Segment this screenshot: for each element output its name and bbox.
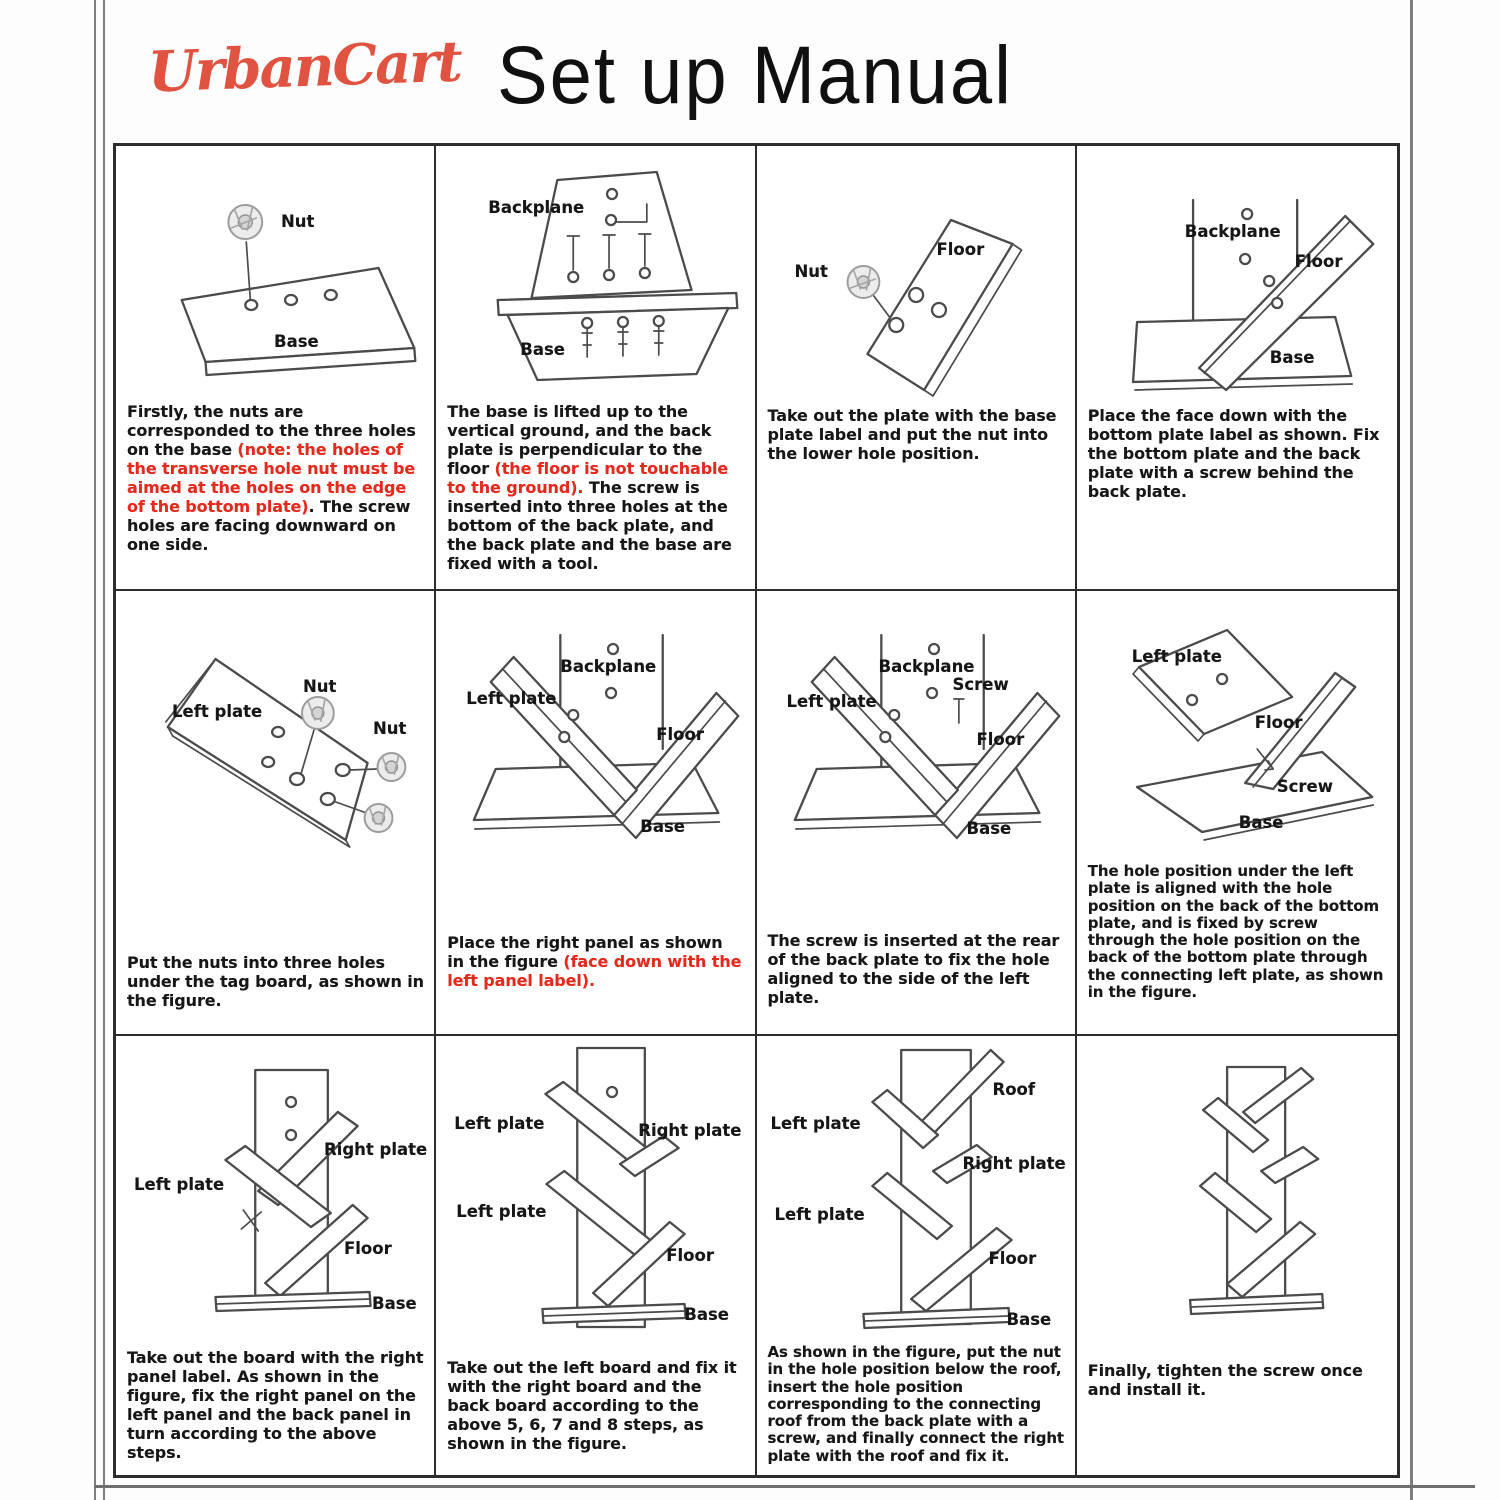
step-1-text: Firstly, the nuts are corresponded to the three holes on the base bbox=[127, 402, 416, 460]
step-3-panel bbox=[757, 146, 1077, 591]
floor-label: Floor bbox=[344, 1239, 392, 1258]
step-11-text: As shown in the figure, put the nut in the hole position below the roof, insert the hole position corresponding to the connecting roof from the back plate with a screw, and finally connect the right plate with the roof and fix it. bbox=[767, 1343, 1065, 1465]
step-12-text: Finally, tighten the screw once and install it. bbox=[1087, 1361, 1363, 1400]
step-4-text: Place the face down with the bottom plate label as shown. Fix the bottom plate and the back plate with a screw behind the back plate. bbox=[1087, 406, 1380, 502]
floor-label: Floor bbox=[936, 240, 985, 259]
step-3-text: Take out the plate with the base plate label and put the nut into the lower hole position. bbox=[767, 406, 1057, 464]
step-9-panel bbox=[116, 1036, 436, 1475]
left-plate-label: Left plate bbox=[466, 689, 557, 708]
page-border-left-inner bbox=[103, 0, 105, 1500]
step-2-instructions bbox=[447, 402, 744, 573]
screw-label: Screw bbox=[952, 675, 1009, 694]
left-plate-label: Left plate bbox=[1131, 647, 1222, 666]
floor-label: Floor bbox=[988, 1249, 1037, 1268]
base-label: Base bbox=[274, 332, 319, 351]
page-border-right bbox=[1410, 0, 1413, 1500]
step-2-text-end: The screw is inserted into three holes at the bottom of the back plate, and the back plate and the base are fixed with a tool. bbox=[447, 478, 732, 574]
step-10-diagram bbox=[446, 1042, 744, 1354]
step-6-warning-text: (face down with the left panel label). bbox=[447, 952, 742, 991]
base-label: Base bbox=[1006, 1310, 1052, 1329]
step-7-diagram bbox=[767, 597, 1065, 927]
floor-label: Floor bbox=[666, 1246, 714, 1265]
floor-label: Floor bbox=[656, 725, 704, 744]
base-label: Base bbox=[640, 817, 685, 836]
step-12-panel bbox=[1077, 1036, 1397, 1475]
floor-label: Floor bbox=[1254, 713, 1303, 732]
base-label: Base bbox=[684, 1305, 729, 1324]
step-9-instructions bbox=[127, 1348, 424, 1462]
step-7-panel bbox=[757, 591, 1077, 1036]
step-12-diagram bbox=[1087, 1042, 1387, 1357]
step-1-text-end: . The screw holes are facing downward on one side. bbox=[127, 497, 411, 555]
step-1-diagram bbox=[126, 152, 424, 398]
step-4-instructions bbox=[1088, 406, 1387, 501]
right-plate-label: Right plate bbox=[638, 1121, 742, 1140]
step-6-text: Place the right panel as shown in the figure bbox=[447, 933, 723, 972]
base-label: Base bbox=[372, 1294, 417, 1313]
left-plate-label: Left plate bbox=[786, 692, 877, 711]
step-5-drawing bbox=[126, 597, 424, 949]
step-2-drawing bbox=[446, 152, 744, 400]
step-3-diagram bbox=[767, 152, 1065, 402]
step-9-text: Take out the board with the right panel label. As shown in the figure, fix the right panel on the left panel and the back panel in turn according to the above steps. bbox=[127, 1348, 424, 1463]
step-5-instructions bbox=[127, 953, 424, 1010]
step-2-warning-text: (the floor is not touchable to the ground). bbox=[447, 459, 729, 498]
step-3-instructions bbox=[768, 406, 1065, 463]
left-plate-label: Left plate bbox=[456, 1202, 547, 1221]
screw-label: Screw bbox=[1276, 777, 1333, 796]
base-label: Base bbox=[966, 819, 1012, 838]
backplane-label: Backplane bbox=[560, 657, 657, 676]
step-5-text: Put the nuts into three holes under the tag board, as shown in the figure. bbox=[127, 953, 424, 1011]
backplane-label: Backplane bbox=[878, 657, 975, 676]
step-1-warning-text: (note: the holes of the transverse hole nut must be aimed at the holes on the edge of the bottom plate) bbox=[127, 440, 416, 517]
step-8-drawing bbox=[1087, 597, 1387, 859]
page-border-left-outer bbox=[94, 0, 96, 1500]
step-11-panel bbox=[757, 1036, 1077, 1475]
step-5-panel bbox=[116, 591, 436, 1036]
left-plate-label: Left plate bbox=[134, 1175, 225, 1194]
left-plate-label: Left plate bbox=[774, 1205, 865, 1224]
step-8-instructions bbox=[1088, 863, 1387, 1001]
step-7-text: The screw is inserted at the rear of the back plate to fix the hole aligned to the side of the left plate. bbox=[767, 931, 1060, 1008]
roof-label: Roof bbox=[992, 1080, 1036, 1099]
instruction-grid bbox=[113, 143, 1400, 1478]
left-plate-label: Left plate bbox=[172, 702, 263, 721]
backplane-label: Backplane bbox=[1184, 222, 1281, 241]
step-11-diagram bbox=[767, 1042, 1065, 1340]
floor-label: Floor bbox=[976, 730, 1025, 749]
step-6-instructions bbox=[447, 933, 744, 990]
step-8-diagram bbox=[1087, 597, 1387, 859]
step-2-text: The base is lifted up to the vertical ground, and the back plate is perpendicular to the floor bbox=[447, 402, 712, 479]
step-12-drawing bbox=[1087, 1042, 1387, 1357]
page-border-bottom bbox=[94, 1485, 1475, 1488]
brand-logo: UrbanCart bbox=[146, 28, 462, 106]
step-8-panel bbox=[1077, 591, 1397, 1036]
step-9-diagram bbox=[126, 1042, 428, 1344]
nut-label: Nut bbox=[373, 719, 407, 738]
floor-label: Floor bbox=[1294, 252, 1343, 271]
nut-label: Nut bbox=[281, 212, 315, 231]
step-7-drawing bbox=[767, 597, 1065, 927]
step-1-panel bbox=[116, 146, 436, 591]
nut-label: Nut bbox=[303, 677, 337, 696]
step-10-text: Take out the left board and fix it with the right board and the back board according to the above 5, 6, 7 and 8 steps, as shown in the figure. bbox=[447, 1358, 737, 1454]
step-1-drawing bbox=[126, 152, 424, 398]
step-2-panel bbox=[436, 146, 756, 591]
right-plate-label: Right plate bbox=[324, 1140, 428, 1159]
step-4-diagram bbox=[1087, 152, 1387, 402]
base-label: Base bbox=[520, 340, 565, 359]
step-11-instructions bbox=[768, 1344, 1065, 1465]
step-10-panel bbox=[436, 1036, 756, 1475]
step-6-panel bbox=[436, 591, 756, 1036]
step-12-instructions bbox=[1088, 1361, 1387, 1399]
backplane-label: Backplane bbox=[488, 198, 585, 217]
step-5-diagram bbox=[126, 597, 424, 949]
left-plate-label: Left plate bbox=[454, 1114, 545, 1133]
nut-label: Nut bbox=[794, 262, 828, 281]
base-label: Base bbox=[1238, 813, 1284, 832]
step-6-diagram bbox=[446, 597, 744, 929]
step-4-drawing bbox=[1087, 152, 1387, 402]
step-8-text: The hole position under the left plate is aligned with the hole position on the back of the bottom plate, and is fixed by screw through the hole position on the back of the bottom plate through the connecting left plate, as shown in the figure. bbox=[1087, 862, 1384, 1001]
left-plate-label: Left plate bbox=[770, 1114, 861, 1133]
step-4-panel bbox=[1077, 146, 1397, 591]
right-plate-label: Right plate bbox=[962, 1154, 1066, 1173]
step-10-instructions bbox=[447, 1358, 744, 1453]
step-1-instructions bbox=[127, 402, 424, 554]
base-label: Base bbox=[1269, 348, 1315, 367]
step-2-diagram bbox=[446, 152, 744, 400]
page-title: Set up Manual bbox=[496, 29, 1014, 122]
step-6-drawing bbox=[446, 597, 744, 929]
step-7-instructions bbox=[768, 931, 1065, 1007]
